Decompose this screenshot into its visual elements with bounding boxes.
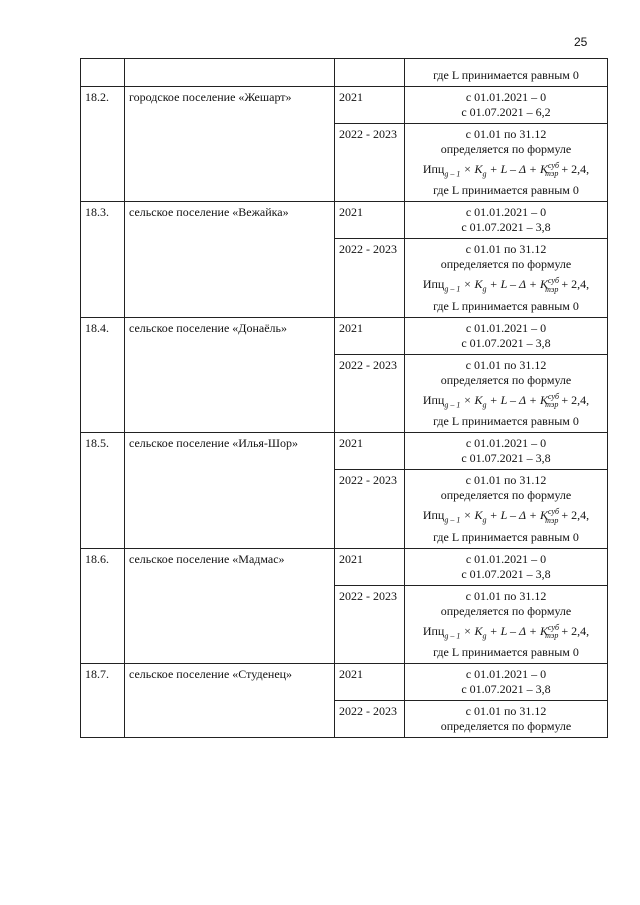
- item-number: 18.6.: [81, 548, 125, 663]
- value-line: с 01.07.2021 – 3,8: [461, 451, 551, 466]
- item-number: 18.4.: [81, 317, 125, 432]
- period-value: [405, 124, 608, 202]
- value-line: с 01.01.2021 – 0: [465, 205, 547, 220]
- tariff-table: [80, 58, 608, 738]
- value-line: с 01.01 по 31.12: [465, 357, 547, 372]
- period-value: [405, 548, 608, 585]
- period-year: 2021: [335, 317, 405, 354]
- municipality-name: сельское поселение «Донаёль»: [125, 317, 335, 432]
- formula: $Ипц_{g - 1} \times K_g + L - \Delta + K^{суб}_{тэр} + 2,4$,: [422, 507, 590, 525]
- municipality-name: сельское поселение «Мадмас»: [125, 548, 335, 663]
- period-year: 2021: [335, 202, 405, 239]
- table-row: [81, 663, 608, 700]
- item-number: 18.7.: [81, 663, 125, 737]
- period-value: [405, 317, 608, 354]
- value-line: с 01.01 по 31.12: [465, 242, 547, 257]
- municipality-name: сельское поселение «Вежайка»: [125, 202, 335, 317]
- period-year: 2022 - 2023: [335, 585, 405, 663]
- value-line: определяется по формуле: [440, 603, 572, 618]
- condition-note: где L принимается равным 0: [433, 644, 579, 659]
- table-row: [81, 317, 608, 354]
- condition-note: где L принимается равным 0: [433, 68, 579, 82]
- item-number: 18.2.: [81, 87, 125, 202]
- period-value: [405, 585, 608, 663]
- value-line: определяется по формуле: [440, 718, 572, 733]
- municipality-name: сельское поселение «Илья-Шор»: [125, 433, 335, 548]
- municipality-name: сельское поселение «Студенец»: [125, 663, 335, 737]
- value-line: с 01.01 по 31.12: [465, 703, 547, 718]
- value-line: с 01.01.2021 – 0: [465, 551, 547, 566]
- period-year: 2021: [335, 87, 405, 124]
- period-value: [405, 354, 608, 432]
- value-line: определяется по формуле: [440, 257, 572, 272]
- period-value: [405, 239, 608, 317]
- period-value: [405, 470, 608, 548]
- name-cell: [125, 59, 335, 87]
- value-line: с 01.01.2021 – 0: [465, 320, 547, 335]
- value-line: определяется по формуле: [440, 488, 572, 503]
- period-year: 2022 - 2023: [335, 470, 405, 548]
- value-line: с 01.01.2021 – 0: [465, 436, 547, 451]
- period-value: [405, 700, 608, 737]
- municipality-name: городское поселение «Жешарт»: [125, 87, 335, 202]
- value-line: с 01.01 по 31.12: [465, 588, 547, 603]
- formula: $Ипц_{g - 1} \times K_g + L - \Delta + K^{суб}_{тэр} + 2,4$,: [422, 391, 590, 410]
- table-row: [81, 433, 608, 470]
- value-line: с 01.07.2021 – 3,8: [461, 220, 551, 235]
- table-row: [81, 87, 608, 124]
- period-year: 2022 - 2023: [335, 354, 405, 432]
- condition-note: где L принимается равным 0: [433, 298, 579, 313]
- period-value: [405, 202, 608, 239]
- formula: $Ипц_{g - 1} \times K_g + L - \Delta + K^{суб}_{тэр} + 2,4$,: [422, 276, 590, 294]
- item-number: 18.3.: [81, 202, 125, 317]
- value-cell: [405, 59, 608, 87]
- value-line: с 01.07.2021 – 3,8: [461, 566, 551, 581]
- condition-note: где L принимается равным 0: [433, 414, 579, 429]
- condition-note: где L принимается равным 0: [433, 183, 579, 198]
- table-row: [81, 202, 608, 239]
- value-line: с 01.01.2021 – 0: [465, 90, 547, 104]
- value-line: с 01.07.2021 – 3,8: [461, 681, 551, 696]
- period-year: 2021: [335, 433, 405, 470]
- table-row: [81, 59, 608, 87]
- condition-note: где L принимается равным 0: [433, 529, 579, 544]
- period-year: 2021: [335, 663, 405, 700]
- value-line: с 01.01 по 31.12: [465, 473, 547, 488]
- value-line: определяется по формуле: [440, 142, 572, 156]
- item-number: 18.5.: [81, 433, 125, 548]
- value-line: с 01.07.2021 – 6,2: [461, 105, 551, 119]
- period-value: [405, 87, 608, 124]
- num-cell: [81, 59, 125, 87]
- period-year: 2022 - 2023: [335, 124, 405, 202]
- year-cell: [335, 59, 405, 87]
- page-number: 25: [574, 35, 588, 49]
- period-year: 2022 - 2023: [335, 700, 405, 737]
- value-line: с 01.01.2021 – 0: [465, 666, 547, 681]
- period-year: 2022 - 2023: [335, 239, 405, 317]
- formula: $Ипц_{g - 1} \times K_g + L - \Delta + K^{суб}_{тэр} + 2,4$,: [422, 622, 590, 640]
- table-row: [81, 548, 608, 585]
- period-value: [405, 433, 608, 470]
- value-line: с 01.01 по 31.12: [465, 127, 547, 141]
- period-year: 2021: [335, 548, 405, 585]
- value-line: определяется по формуле: [440, 372, 572, 387]
- period-value: [405, 663, 608, 700]
- value-line: с 01.07.2021 – 3,8: [461, 335, 551, 350]
- formula: $Ипц_{g - 1} \times K_g + L - \Delta + K^{суб}_{тэр} + 2,4$,: [422, 161, 590, 179]
